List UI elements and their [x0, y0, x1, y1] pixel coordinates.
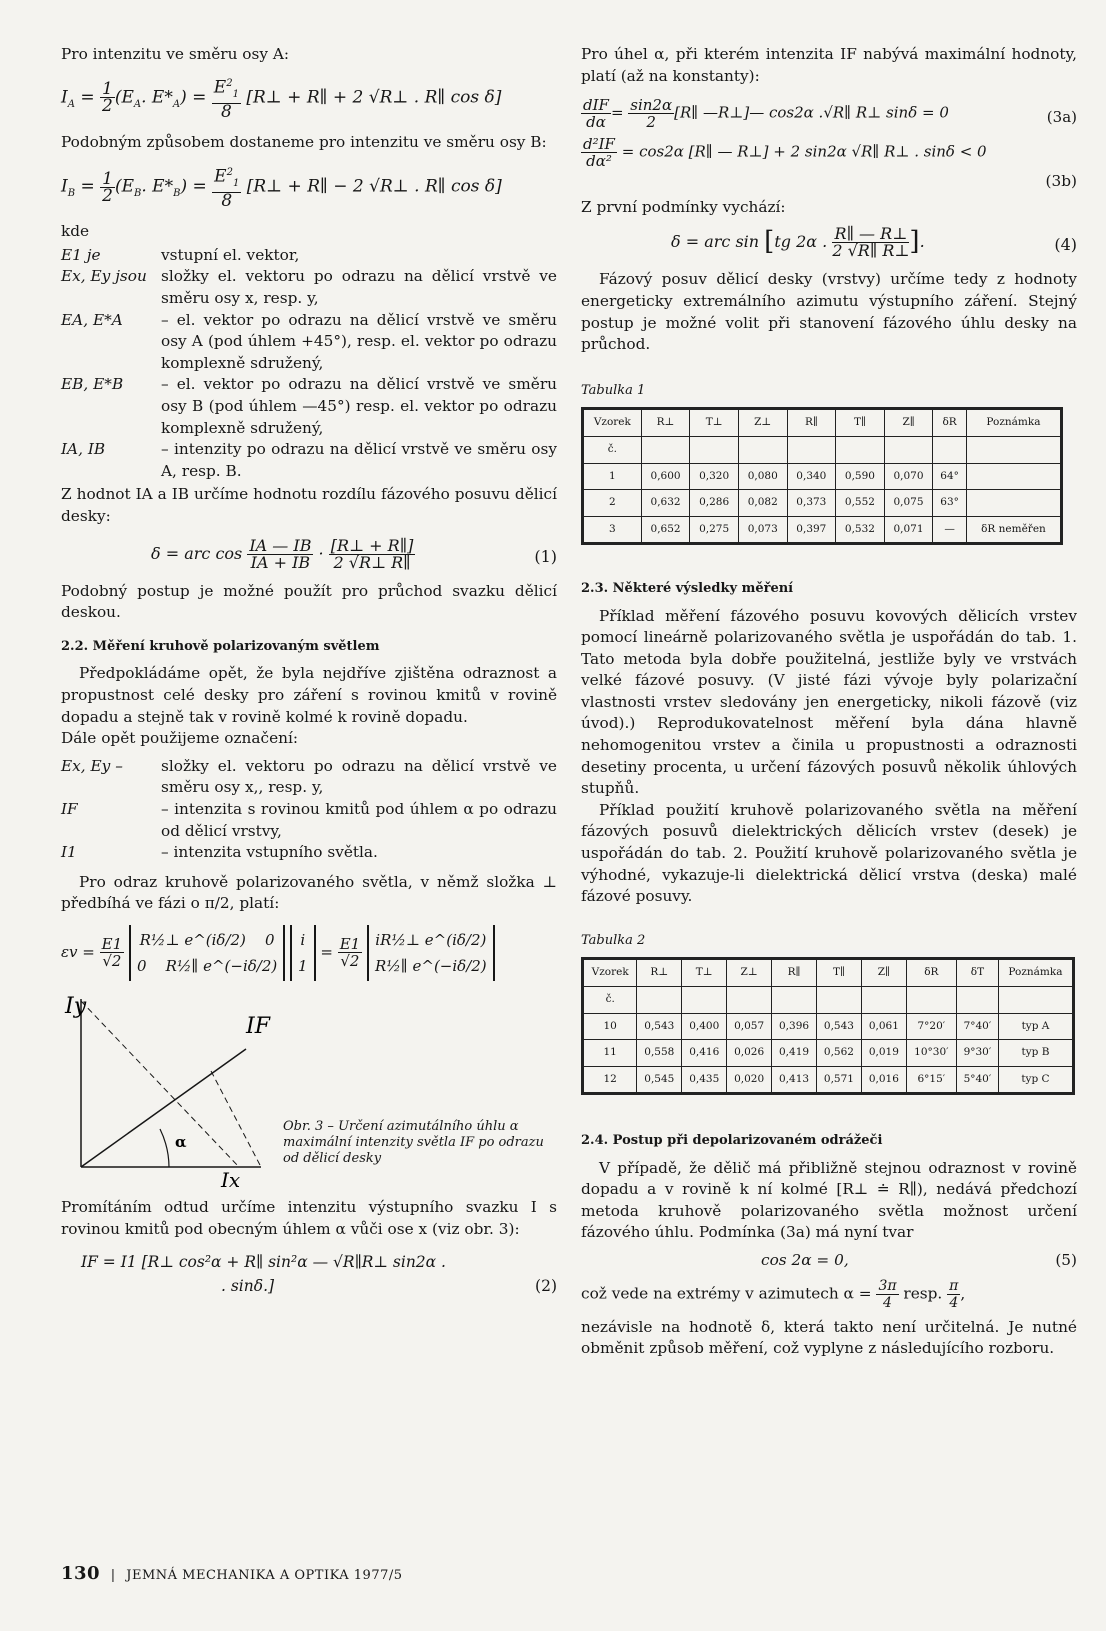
table-subheader-cell: [966, 436, 1060, 463]
table-subheader-cell: [816, 987, 861, 1014]
table-header-cell: T⊥: [682, 960, 727, 987]
definition-term: Ex, Ey jsou: [61, 267, 147, 286]
table-subheader-cell: [956, 987, 998, 1014]
definition-item: [61, 799, 557, 842]
definition-term: IA, IB: [61, 440, 106, 459]
definition-item: [61, 374, 557, 439]
table-cell: 7°20′: [906, 1013, 956, 1040]
table-cell: 63°: [933, 490, 967, 517]
table-subheader-cell: [772, 987, 817, 1014]
table-cell: 5°40′: [956, 1066, 998, 1093]
table-cell: typ A: [998, 1013, 1072, 1040]
table-subheader-cell: [641, 436, 690, 463]
table-cell: 0,275: [690, 516, 739, 543]
table-cell: 0,545: [637, 1066, 682, 1093]
table-cell: 0,080: [738, 463, 787, 490]
page-number: 130: [61, 1563, 101, 1584]
table-row: [584, 1040, 1073, 1067]
equation-4: δ = arc sin [tg 2α . $\frac{R\parallel — R\perp}{2 √R\parallel R\perp}$ ]. (4): [671, 224, 1077, 261]
definition-term: E1 je: [61, 245, 101, 264]
table-cell: 0,652: [641, 516, 690, 543]
table-header-cell: Poznámka: [966, 410, 1060, 437]
table-row: [584, 1013, 1073, 1040]
table-cell: 0,286: [690, 490, 739, 517]
table-cell: 12: [584, 1066, 637, 1093]
heading-2-3: 2.3. Některé výsledky měření: [581, 580, 794, 596]
table-cell: 0,082: [738, 490, 787, 517]
table-cell: —: [933, 516, 967, 543]
definition-text: – intenzita s rovinou kmitů pod úhlem α po odrazu od dělicí vrstvy,: [161, 799, 557, 840]
table-subheader-cell: [884, 436, 933, 463]
table-cell: 2: [584, 490, 642, 517]
table-subheader-cell: [836, 436, 885, 463]
table-cell: 0,075: [884, 490, 933, 517]
table-cell: 0,320: [690, 463, 739, 490]
equation-1-number: (1): [534, 546, 557, 566]
definition-text: složky el. vektoru po odrazu na dělicí vrstvě ve směru osy x, resp. y,: [161, 267, 557, 308]
table-header-cell: δT: [956, 960, 998, 987]
paragraph-pro-uhel: Pro úhel α, při kterém intenzita IF nabývá maximální hodnoty, platí (až na konstanty):: [581, 45, 1077, 85]
table-header-cell: Vzorek: [584, 410, 642, 437]
table-row: [584, 490, 1061, 517]
definition-item: [61, 842, 557, 864]
table-header-cell: T∥: [816, 960, 861, 987]
table-cell: 0,373: [787, 490, 836, 517]
table-header-cell: δR: [933, 410, 967, 437]
table-cell: 0,413: [772, 1066, 817, 1093]
definition-term: IF: [61, 799, 78, 818]
heading-2-2: 2.2. Měření kruhově polarizovaným světlem: [61, 638, 380, 654]
table-row: [584, 1066, 1073, 1093]
journal-name: JEMNÁ MECHANIKA A OPTIKA 1977/5: [126, 1568, 403, 1583]
equation-ia: $I_A$ = $\frac{1}{2}$ ($E_A$. $E*_A$) = $\frac{E^2_1}{8}$ [R⊥ + R∥ + 2 √R⊥ . R∥ cos δ]: [61, 77, 502, 122]
definition-item: [61, 756, 557, 799]
table-header-cell: Z∥: [861, 960, 906, 987]
table-subheader-cell: [738, 436, 787, 463]
table-header-cell: T⊥: [690, 410, 739, 437]
table-cell: 0,543: [816, 1013, 861, 1040]
table-cell: 0,396: [772, 1013, 817, 1040]
table-cell: 0,073: [738, 516, 787, 543]
table-cell: 0,571: [816, 1066, 861, 1093]
table-cell: δR neměřen: [966, 516, 1060, 543]
table-header-cell: Vzorek: [584, 960, 637, 987]
table-subheader-row: [584, 436, 1061, 463]
vector-output: iR½⊥ e^(iδ/2) R½∥ e^(−iδ/2): [367, 925, 495, 981]
paragraph-dale: Dále opět použijeme označení:: [61, 729, 299, 748]
table-header-cell: Poznámka: [998, 960, 1072, 987]
equation-matrix: εv = $\frac{E1}{√2}$ R½⊥ e^(iδ/2) 0 0 R½∥ e^(−iδ/2) i 1 = $\frac{E1}{√2}$ iR½⊥ e^(iδ/2) R½∥ e^(−iδ/2): [61, 925, 557, 981]
table-cell: 6°15′: [906, 1066, 956, 1093]
table-cell: 10°30′: [906, 1040, 956, 1067]
equation-3b-number: (3b): [1045, 172, 1077, 191]
equation-4-number: (4): [1054, 235, 1077, 255]
dashed-projection-2: [211, 1071, 261, 1167]
table-cell: 0,419: [772, 1040, 817, 1067]
table-2: [581, 957, 1075, 1095]
table-header-cell: R∥: [772, 960, 817, 987]
table-header-cell: Z∥: [884, 410, 933, 437]
paragraph-z-hodnot: Z hodnot IA a IB určíme hodnotu rozdílu fázového posuvu dělicí desky:: [61, 485, 557, 525]
definition-item: [61, 310, 557, 375]
table-cell: 0,397: [787, 516, 836, 543]
table-cell: 0,562: [816, 1040, 861, 1067]
table-header-cell: δR: [906, 960, 956, 987]
definition-item: [61, 266, 557, 309]
table-cell: 10: [584, 1013, 637, 1040]
equation-5-number: (5): [1055, 1250, 1077, 1269]
paragraph-pro-odraz: Pro odraz kruhově polarizovaného světla, v němž složka ⊥ předbíhá ve fázi o π/2, platí:: [61, 872, 557, 913]
table-cell: 0,057: [727, 1013, 772, 1040]
table-cell: 0,532: [836, 516, 885, 543]
table-cell: typ C: [998, 1066, 1072, 1093]
label-iy: Iy: [65, 993, 87, 1019]
table-subheader-row: [584, 987, 1073, 1014]
table-row: [584, 463, 1061, 490]
table-row: [584, 516, 1061, 543]
table-header-row: [584, 410, 1061, 437]
right-column: [581, 44, 1077, 1360]
table-subheader-cell: [690, 436, 739, 463]
if-vector-line: [81, 1049, 246, 1167]
definition-text: – intenzita vstupního světla.: [161, 843, 378, 862]
table-cell: 0,558: [637, 1040, 682, 1067]
table-cell: 0,632: [641, 490, 690, 517]
paragraph-nezavisle: nezávisle na hodnotě δ, která takto není určitelná. Je nutné obměnit způsob měření, což vyplyne z následujícího rozboru.: [581, 1317, 1077, 1358]
definition-term: EB, E*B: [61, 375, 124, 394]
label-alpha: α: [175, 1132, 187, 1151]
definition-item: [61, 245, 557, 267]
table-cell: typ B: [998, 1040, 1072, 1067]
paragraph-priklad-1: Příklad měření fázového posuvu kovových dělicích vrstev pomocí lineárně polarizovaného světla je uspořádán do tab. 1. Tato metoda byla dobře použitelná, jestliže byly ve vrstvách velké fázové posuvy. (V jisté fázi vývoje byly polarizační vlastnosti vrstev sledovány jen energeticky, nikoli fázově (viz úvod).) Reprodukovatelnost měření byla dána hlavně nehomogenitou vrstev a činila u propustnosti a odraznosti desetiny procenta, u určení fázových posuvů několik úhlových stupňů.: [581, 606, 1077, 798]
equation-1: δ = arc cos $\frac{IA — IB}{IA + IB}$ · $\frac{[R\perp + R\parallel]}{2 √R\perp R\parallel}$ (1): [151, 535, 557, 572]
table-header-cell: T∥: [836, 410, 885, 437]
table-cell: 0,070: [884, 463, 933, 490]
footer-separator: |: [110, 1568, 116, 1583]
table-subheader-cell: [787, 436, 836, 463]
table-subheader-cell: č.: [584, 987, 637, 1014]
table-cell: 64°: [933, 463, 967, 490]
table-cell: 0,020: [727, 1066, 772, 1093]
alpha-arc: [160, 1129, 169, 1167]
equation-2-number: (2): [535, 1277, 557, 1296]
definition-list-2: [61, 756, 557, 864]
table-cell: 0,026: [727, 1040, 772, 1067]
vector-input: i 1: [290, 925, 316, 981]
table-header-cell: R⊥: [641, 410, 690, 437]
paragraph-v-pripade: V případě, že dělič má přibližně stejnou odraznost v rovině dopadu a v rovině k ní kolmé [R⊥ ≐ R∥), nedává předchozí metoda kruhově polarizovaného světla možnost určení fázového úhlu. Podmínka (3a) má nyní tvar: [581, 1158, 1077, 1242]
equation-3a: $\frac{\text{dIF}}{d\alpha}$ = $\frac{\sin 2\alpha}{2}$ [R∥ —R⊥]— cos2α .√R∥ R⊥ sinδ = 0 (3a): [583, 96, 1077, 132]
label-if: IF: [246, 1013, 270, 1039]
table-cell: 1: [584, 463, 642, 490]
equation-3a-number: (3a): [1046, 108, 1077, 127]
table-subheader-cell: [906, 987, 956, 1014]
table-subheader-cell: [637, 987, 682, 1014]
table-cell: [966, 463, 1060, 490]
equation-ib: $I_B$ = $\frac{1}{2}$ ($E_B$. $E*_B$) = $\frac{E^2_1}{8}$ [R⊥ + R∥ − 2 √R⊥ . R∥ cos δ]: [61, 166, 502, 212]
table-cell: 9°30′: [956, 1040, 998, 1067]
table-subheader-cell: [682, 987, 727, 1014]
definition-text: – intenzity po odrazu na dělicí vrstvě ve směru osy A, resp. B.: [161, 440, 557, 480]
table-cell: 0,400: [682, 1013, 727, 1040]
table-cell: 0,019: [861, 1040, 906, 1067]
equation-3b: $\frac{\text{d²IF}}{\text{dα²}}$ = cos2α [R∥ — R⊥] + 2 sin2α √R∥ R⊥ . sinδ < 0: [583, 135, 987, 171]
figure-3-caption: Obr. 3 – Určení azimutálního úhlu α maximální intenzity světla IF po odrazu od dělicí desky: [283, 1118, 544, 1166]
definition-item: [61, 439, 557, 482]
table-subheader-cell: [727, 987, 772, 1014]
paragraph-coz: což vede na extrémy v azimutech α = $\frac{3\pi}{4}$ resp. $\frac{\pi}{4}$ ,: [581, 1277, 966, 1311]
paragraph-fazovy: Fázový posuv dělicí desky (vrstvy) určíme tedy z hodnoty energeticky extremálního azimutu výstupního záření. Stejný postup je možné volit při stanovení fázového úhlu desky na průchod.: [581, 270, 1077, 354]
figure-3: [61, 989, 557, 1189]
table-cell: 3: [584, 516, 642, 543]
table-cell: 0,435: [682, 1066, 727, 1093]
table-cell: 0,590: [836, 463, 885, 490]
table-header-cell: Z⊥: [738, 410, 787, 437]
table-header-row: [584, 960, 1073, 987]
left-column: [61, 44, 557, 1298]
definition-term: I1: [61, 843, 77, 862]
intro-axis-a: Pro intenzitu ve směru osy A:: [61, 45, 290, 63]
heading-2-4: 2.4. Postup při depolarizovaném odrážeči: [581, 1132, 883, 1148]
definition-text: – el. vektor po odrazu na dělicí vrstvě ve směru osy B (pod úhlem —45°) resp. el. vektor po odrazu komplexně sdružený,: [161, 375, 557, 437]
equation-5: cos 2α = 0, (5): [761, 1250, 1077, 1272]
paragraph-predpokladame: Předpokládáme opět, že byla nejdříve zjištěna odraznost a propustnost celé desky pro záření s rovinou kmitů v rovině dopadu a stejně tak v rovině kolmé k rovině dopadu.: [61, 664, 557, 726]
table-1-caption: Tabulka 1: [581, 382, 646, 398]
definition-text: složky el. vektoru po odrazu na dělicí vrstvě ve směru osy x,, resp. y,: [161, 756, 557, 797]
table-subheader-cell: [861, 987, 906, 1014]
matrix-jones: R½⊥ e^(iδ/2) 0 0 R½∥ e^(−iδ/2): [129, 925, 285, 981]
paragraph-z-prvni: Z první podmínky vychází:: [581, 197, 786, 216]
table-header-cell: Z⊥: [727, 960, 772, 987]
table-1: [581, 407, 1063, 545]
definition-text: – el. vektor po odrazu na dělicí vrstvě ve směru osy A (pod úhlem +45°), resp. el. vektor po odrazu komplexně sdružený,: [161, 310, 557, 372]
table-cell: 7°40′: [956, 1013, 998, 1040]
dashed-projection-1: [81, 1001, 239, 1167]
table-2-caption: Tabulka 2: [581, 932, 646, 948]
table-subheader-cell: [933, 436, 967, 463]
table-cell: 11: [584, 1040, 637, 1067]
intro-axis-b: Podobným způsobem dostaneme pro intenzitu ve směru osy B:: [61, 132, 547, 151]
definition-text: vstupní el. vektor,: [161, 245, 300, 264]
equation-2: IF = I1 [R⊥ cos²α + R∥ sin²α — √R∥R⊥ sin2α . . sinδ.] (2): [81, 1250, 557, 1298]
table-cell: [966, 490, 1060, 517]
definition-term: Ex, Ey –: [61, 756, 123, 775]
figure-3-diagram: [61, 989, 281, 1189]
table-cell: 0,061: [861, 1013, 906, 1040]
table-header-cell: R⊥: [637, 960, 682, 987]
table-subheader-cell: [998, 987, 1072, 1014]
table-cell: 0,071: [884, 516, 933, 543]
table-cell: 0,340: [787, 463, 836, 490]
definition-list-1: [61, 245, 557, 483]
page-footer: [61, 1563, 403, 1584]
table-cell: 0,543: [637, 1013, 682, 1040]
paragraph-podobny: Podobný postup je možné použít pro průchod svazku dělicí deskou.: [61, 581, 557, 622]
label-ix: Ix: [221, 1167, 241, 1189]
kde-label: kde: [61, 222, 90, 241]
paragraph-promitanim: Promítáním odtud určíme intenzitu výstupního svazku I s rovinou kmitů pod obecným úhlem α vůči ose x (viz obr. 3):: [61, 1197, 557, 1238]
table-cell: 0,016: [861, 1066, 906, 1093]
table-header-cell: R∥: [787, 410, 836, 437]
paragraph-priklad-2: Příklad použití kruhově polarizovaného světla na měření fázových posuvů dielektrických dělicích vrstev (desek) je uspořádán do tab. 2. Použití kruhově polarizovaného světla je výhodné, vykazuje-li dielektrická dělicí vrstva (deska) malé fázové posuvy.: [581, 800, 1077, 906]
table-cell: 0,552: [836, 490, 885, 517]
table-cell: 0,600: [641, 463, 690, 490]
table-subheader-cell: č.: [584, 436, 642, 463]
table-cell: 0,416: [682, 1040, 727, 1067]
definition-term: EA, E*A: [61, 310, 123, 329]
